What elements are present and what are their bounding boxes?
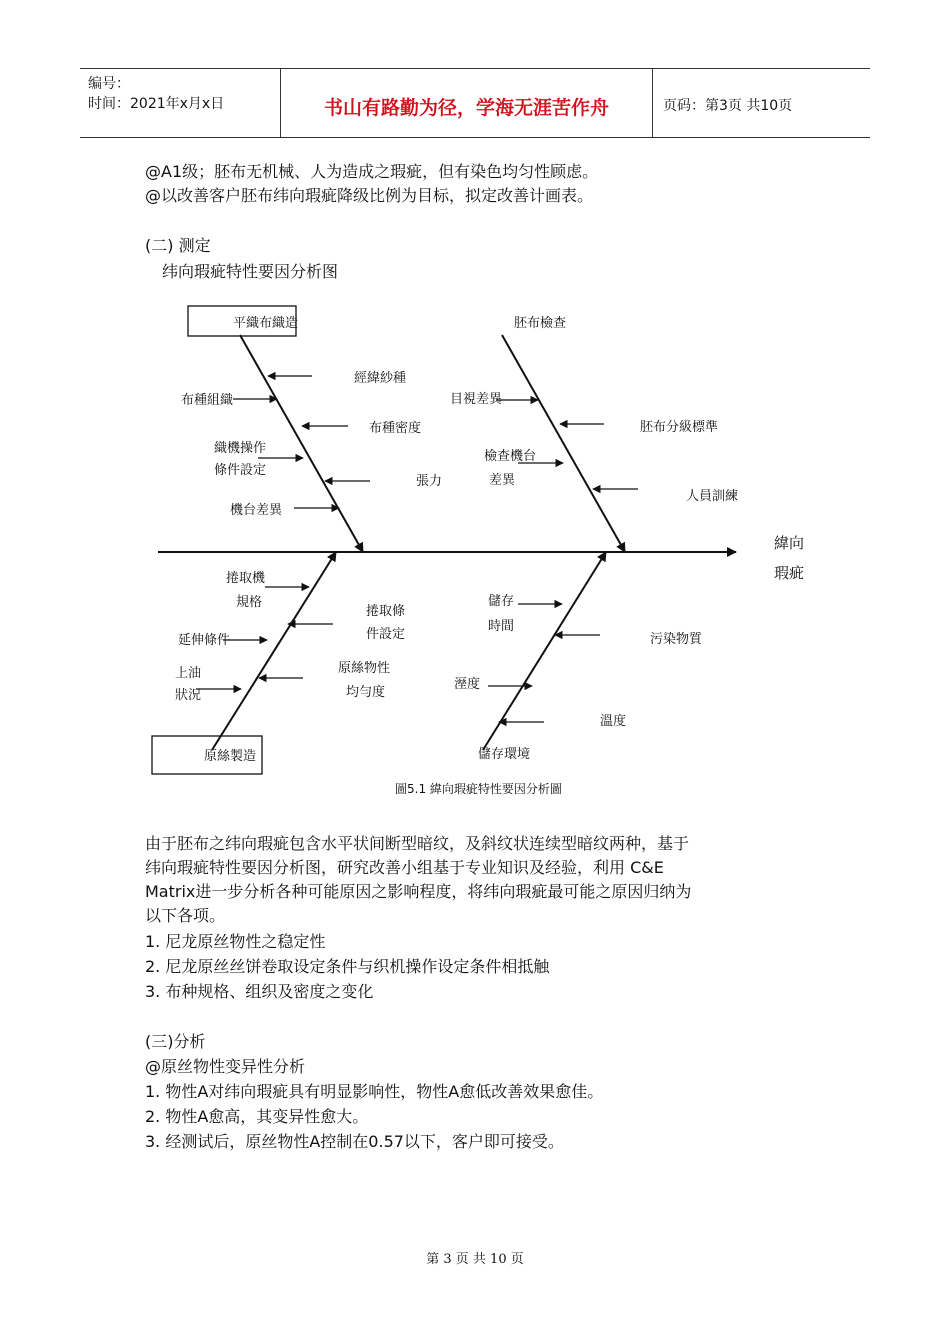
fishbone-diagram — [140, 290, 840, 810]
list-item: 2. 物性A愈高，其变异性愈大。 — [145, 1107, 369, 1126]
effect-label: 瑕疵 — [774, 564, 805, 582]
paragraph-line: 纬向瑕疵特性要因分析图，研究改善小组基于专业知识及经验，利用 C&E — [145, 858, 664, 877]
list-item: 2. 尼龙原丝丝饼卷取设定条件与织机操作设定条件相抵触 — [145, 957, 550, 976]
diagram-title: 纬向瑕疵特性要因分析图 — [162, 262, 339, 281]
cause-label: 狀況 — [175, 688, 202, 703]
intro-line: @A1级；胚布无机械、人为造成之瑕疵，但有染色均匀性顾虑。 — [145, 162, 599, 181]
list-item: 1. 尼龙原丝物性之稳定性 — [145, 932, 326, 951]
cause-label: 延伸條件 — [178, 633, 231, 648]
cause-label: 差異 — [489, 473, 516, 488]
page-footer: 第 3 页 共 10 页 — [426, 1252, 524, 1267]
list-item: 3. 布种规格、组织及密度之变化 — [145, 982, 374, 1001]
cause-label: 目視差異 — [450, 392, 503, 407]
cause-label: 原絲物性 — [338, 661, 391, 676]
category-label: 胚布檢查 — [514, 316, 567, 331]
document-header — [80, 68, 870, 138]
cause-label: 儲存 — [488, 594, 515, 609]
cause-label: 機台差異 — [230, 503, 283, 518]
cause-label: 布種密度 — [369, 421, 422, 436]
cause-label: 條件設定 — [214, 463, 267, 478]
cause-label: 件設定 — [366, 627, 406, 642]
cause-label: 捲取條 — [366, 604, 406, 619]
cause-label: 上油 — [175, 666, 202, 681]
effect-label: 緯向 — [774, 534, 805, 552]
header-page-info: 页码：第3页 共10页 — [663, 98, 793, 114]
category-label: 原絲製造 — [204, 749, 257, 764]
paragraph-line: 由于胚布之纬向瑕疵包含水平状间断型暗纹，及斜纹状连续型暗纹两种，基于 — [145, 834, 690, 853]
header-motto: 书山有路勤为径，学海无涯苦作舟 — [323, 97, 609, 119]
list-item: 1. 物性A对纬向瑕疵具有明显影响性，物性A愈低改善效果愈佳。 — [145, 1082, 604, 1101]
cause-label: 織機操作 — [214, 441, 267, 456]
cause-label: 張力 — [416, 474, 443, 489]
cause-label: 規格 — [236, 595, 263, 610]
header-motto-cell — [281, 69, 653, 137]
bone-inspection — [502, 335, 625, 552]
bone-storage — [483, 552, 606, 750]
cause-label: 捲取機 — [226, 571, 266, 586]
paragraph-line: Matrix进一步分析各种可能原因之影响程度，将纬向瑕疵最可能之原因归纳为 — [145, 882, 692, 901]
section-heading: (二) 测定 — [145, 236, 211, 255]
cause-label: 溫度 — [600, 714, 627, 729]
header-meta-cell — [80, 69, 281, 137]
section-subheading: @原丝物性变异性分析 — [145, 1057, 306, 1076]
document-number-label: 编号： — [88, 76, 130, 92]
document-date-label: 时间：2021年x月x日 — [88, 96, 225, 112]
cause-label: 胚布分級標準 — [640, 420, 719, 435]
cause-label: 時間 — [488, 619, 515, 634]
category-label: 儲存環境 — [478, 747, 531, 762]
cause-label: 污染物質 — [650, 632, 703, 647]
list-item: 3. 经测试后，原丝物性A控制在0.57以下，客户即可接受。 — [145, 1132, 564, 1151]
category-label: 平織布織造 — [233, 316, 299, 331]
cause-label: 均勻度 — [346, 685, 386, 700]
paragraph-line: 以下各项。 — [145, 906, 226, 925]
cause-label: 人員訓練 — [686, 489, 739, 504]
header-page-cell — [653, 69, 870, 137]
diagram-caption: 圖5.1 緯向瑕疵特性要因分析圖 — [395, 782, 562, 796]
cause-label: 溼度 — [454, 677, 481, 692]
cause-label: 布種組織 — [181, 393, 234, 408]
intro-line: @以改善客户胚布纬向瑕疵降级比例为目标，拟定改善计画表。 — [145, 186, 594, 205]
cause-label: 檢查機台 — [484, 449, 537, 464]
cause-label: 經緯紗種 — [354, 371, 407, 386]
section-heading: (三)分析 — [145, 1032, 206, 1051]
